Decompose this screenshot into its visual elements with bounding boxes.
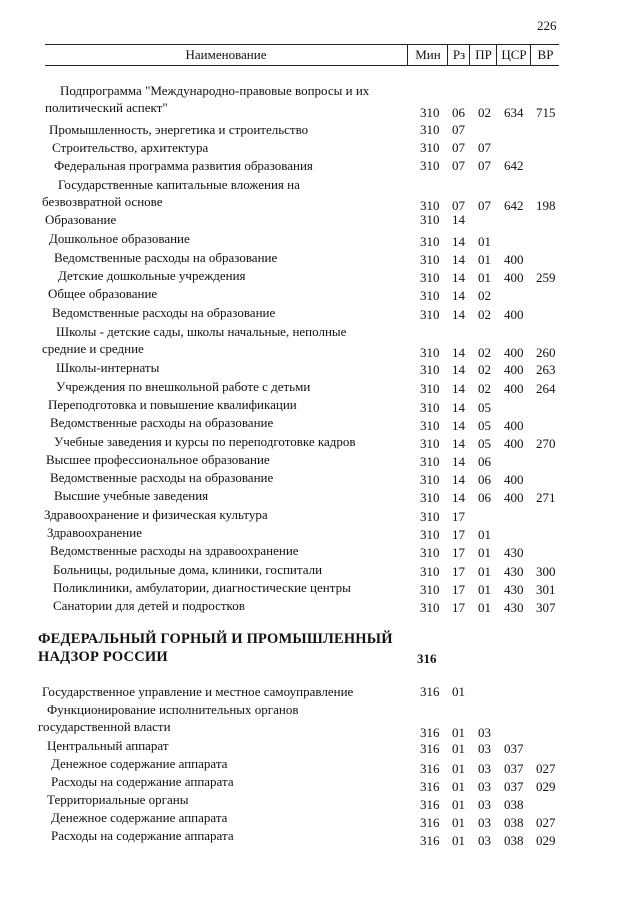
code-rz: 14 (452, 381, 465, 396)
section-title-line: НАДЗОР РОССИИ (38, 649, 168, 665)
code-rz: 17 (452, 545, 465, 560)
code-min: 310 (420, 381, 440, 396)
code-vr: 270 (536, 436, 556, 451)
code-csr: 400 (504, 252, 524, 267)
code-csr: 400 (504, 381, 524, 396)
code-rz: 14 (452, 307, 465, 322)
code-min: 316 (420, 779, 440, 794)
code-csr: 634 (504, 105, 524, 120)
code-rz: 07 (452, 198, 465, 213)
row-codes (0, 599, 640, 617)
code-csr: 400 (504, 436, 524, 451)
code-rz: 14 (452, 490, 465, 505)
code-vr: 260 (536, 345, 556, 360)
row-name: безвозвратной основе (42, 194, 163, 209)
code-csr: 400 (504, 472, 524, 487)
code-rz: 17 (452, 600, 465, 615)
code-rz: 14 (452, 252, 465, 267)
row-name: Государственное управление и местное самоуправление (42, 684, 354, 699)
row-name: Здравоохранение (47, 525, 142, 540)
code-min: 316 (420, 833, 440, 848)
code-min: 310 (420, 198, 440, 213)
code-rz: 06 (452, 105, 465, 120)
code-vr: 715 (536, 105, 556, 120)
code-rz: 14 (452, 362, 465, 377)
code-pr: 07 (478, 198, 491, 213)
code-min: 310 (420, 252, 440, 267)
code-rz: 01 (452, 833, 465, 848)
code-pr: 03 (478, 779, 491, 794)
row-codes (0, 287, 640, 305)
header-name: Наименование (185, 47, 267, 62)
code-pr: 07 (478, 158, 491, 173)
code-csr: 038 (504, 797, 524, 812)
code-pr: 02 (478, 288, 491, 303)
row-name: Расходы на содержание аппарата (51, 828, 234, 843)
code-vr: 301 (536, 582, 556, 597)
row-codes (0, 306, 640, 324)
row-codes (0, 489, 640, 507)
row-codes (0, 121, 640, 139)
code-csr: 037 (504, 761, 524, 776)
row-name: Школы-интернаты (56, 360, 160, 375)
row-name: Учебные заведения и курсы по переподготовке кадров (54, 434, 356, 449)
code-min: 310 (420, 234, 440, 249)
row-name: Денежное содержание аппарата (51, 756, 228, 771)
code-min: 310 (420, 564, 440, 579)
code-csr: 400 (504, 490, 524, 505)
row-name-line (0, 82, 640, 100)
row-codes (0, 211, 640, 229)
code-min: 310 (420, 307, 440, 322)
code-pr: 03 (478, 761, 491, 776)
code-rz: 01 (452, 815, 465, 830)
section-title (38, 630, 393, 666)
row-codes (0, 139, 640, 157)
code-pr: 07 (478, 140, 491, 155)
row-name: Детские дошкольные учреждения (58, 268, 246, 283)
code-rz: 17 (452, 509, 465, 524)
code-pr: 05 (478, 400, 491, 415)
row-codes (0, 683, 640, 701)
row-name: Ведомственные расходы на здравоохранение (50, 543, 299, 558)
code-csr: 400 (504, 345, 524, 360)
row-name: Высшее профессиональное образование (46, 452, 270, 467)
code-vr: 198 (536, 198, 556, 213)
header-csr: ЦСР (496, 45, 531, 65)
row-name-line (0, 176, 640, 194)
code-min: 310 (420, 472, 440, 487)
code-min: 310 (420, 345, 440, 360)
code-min: 316 (420, 741, 440, 756)
row-name: Ведомственные расходы на образование (50, 470, 274, 485)
code-rz: 01 (452, 779, 465, 794)
code-csr: 400 (504, 270, 524, 285)
row-codes (0, 157, 640, 175)
code-min: 310 (420, 105, 440, 120)
row-codes (0, 361, 640, 379)
code-pr: 02 (478, 307, 491, 322)
code-pr: 05 (478, 418, 491, 433)
code-pr: 02 (478, 345, 491, 360)
code-pr: 03 (478, 741, 491, 756)
row-name: государственной власти (38, 719, 171, 734)
code-csr: 037 (504, 741, 524, 756)
code-pr: 01 (478, 527, 491, 542)
code-csr: 430 (504, 545, 524, 560)
code-vr: 271 (536, 490, 556, 505)
code-min: 310 (420, 418, 440, 433)
code-min: 316 (420, 797, 440, 812)
code-rz: 01 (452, 761, 465, 776)
code-pr: 06 (478, 454, 491, 469)
code-min: 310 (420, 490, 440, 505)
header-pr: ПР (469, 45, 497, 65)
code-rz: 01 (452, 741, 465, 756)
code-pr: 02 (478, 362, 491, 377)
row-name: средние и средние (42, 341, 144, 356)
row-name: Ведомственные расходы на образование (52, 305, 276, 320)
code-rz: 01 (452, 725, 465, 740)
code-min: 310 (420, 582, 440, 597)
row-name-line (0, 701, 640, 719)
code-rz: 01 (452, 797, 465, 812)
code-min: 310 (420, 362, 440, 377)
code-min: 310 (420, 158, 440, 173)
row-codes (0, 544, 640, 562)
row-codes (0, 104, 640, 122)
row-name: Государственные капитальные вложения на (58, 177, 300, 192)
row-name: Санатории для детей и подростков (53, 598, 245, 613)
row-name: Расходы на содержание аппарата (51, 774, 234, 789)
code-min: 316 (420, 684, 440, 699)
code-min: 310 (420, 288, 440, 303)
code-vr: 259 (536, 270, 556, 285)
row-name: Подпрограмма "Международно-правовые вопросы и их (60, 83, 370, 98)
code-rz: 14 (452, 212, 465, 227)
code-min: 316 (420, 725, 440, 740)
code-rz: 14 (452, 400, 465, 415)
row-name: Ведомственные расходы на образование (50, 415, 274, 430)
code-pr: 01 (478, 582, 491, 597)
row-name: Центральный аппарат (47, 738, 169, 753)
code-rz: 17 (452, 582, 465, 597)
code-min: 310 (420, 454, 440, 469)
code-csr: 430 (504, 582, 524, 597)
code-min: 310 (420, 600, 440, 615)
code-vr: 263 (536, 362, 556, 377)
code-min: 310 (420, 122, 440, 137)
row-name: Строительство, архитектура (52, 140, 209, 155)
code-rz: 14 (452, 270, 465, 285)
row-name: Здравоохранение и физическая культура (44, 507, 268, 522)
row-name: Образование (45, 212, 117, 227)
row-name: Промышленность, энергетика и строительство (49, 122, 309, 137)
row-name: Учреждения по внешкольной работе с детьми (56, 379, 311, 394)
code-min: 310 (420, 270, 440, 285)
code-min: 310 (420, 212, 440, 227)
row-name-line (0, 323, 640, 341)
code-rz: 14 (452, 418, 465, 433)
code-rz: 17 (452, 564, 465, 579)
code-pr: 02 (478, 381, 491, 396)
header-rz: Рз (447, 45, 470, 65)
row-codes (0, 832, 640, 850)
code-vr: 027 (536, 815, 556, 830)
code-min: 316 (420, 815, 440, 830)
section-code: 316 (417, 651, 437, 666)
code-pr: 06 (478, 490, 491, 505)
code-min: 310 (420, 527, 440, 542)
code-pr: 01 (478, 270, 491, 285)
code-rz: 14 (452, 345, 465, 360)
code-rz: 17 (452, 527, 465, 542)
code-csr: 400 (504, 362, 524, 377)
code-pr: 01 (478, 234, 491, 249)
table-header (45, 44, 559, 66)
code-vr: 029 (536, 833, 556, 848)
row-name: Ведомственные расходы на образование (54, 250, 278, 265)
row-name: Школы - детские сады, школы начальные, неполные (56, 324, 347, 339)
section-title-line: ФЕДЕРАЛЬНЫЙ ГОРНЫЙ И ПРОМЫШЛЕННЫЙ (38, 631, 393, 647)
code-min: 310 (420, 509, 440, 524)
header-vr: ВР (530, 45, 560, 65)
row-name: Общее образование (48, 286, 158, 301)
code-csr: 430 (504, 564, 524, 579)
code-rz: 07 (452, 140, 465, 155)
code-min: 310 (420, 545, 440, 560)
code-rz: 07 (452, 158, 465, 173)
row-name: Высшие учебные заведения (54, 488, 209, 503)
row-name: Дошкольное образование (49, 231, 190, 246)
code-csr: 430 (504, 600, 524, 615)
code-pr: 01 (478, 252, 491, 267)
code-rz: 14 (452, 234, 465, 249)
code-pr: 03 (478, 797, 491, 812)
code-pr: 01 (478, 564, 491, 579)
page-number: 226 (537, 18, 557, 33)
code-pr: 02 (478, 105, 491, 120)
code-rz: 07 (452, 122, 465, 137)
code-pr: 01 (478, 545, 491, 560)
row-name: Переподготовка и повышение квалификации (48, 397, 297, 412)
code-pr: 01 (478, 600, 491, 615)
row-name: Больницы, родильные дома, клиники, госпитали (53, 562, 323, 577)
code-vr: 027 (536, 761, 556, 776)
code-vr: 029 (536, 779, 556, 794)
code-csr: 038 (504, 815, 524, 830)
row-name: политический аспект" (45, 100, 168, 115)
code-csr: 038 (504, 833, 524, 848)
code-vr: 300 (536, 564, 556, 579)
code-pr: 06 (478, 472, 491, 487)
row-name: Территориальные органы (47, 792, 189, 807)
code-pr: 03 (478, 815, 491, 830)
code-vr: 307 (536, 600, 556, 615)
code-rz: 14 (452, 288, 465, 303)
code-csr: 400 (504, 418, 524, 433)
header-min: Мин (407, 45, 448, 65)
row-name: Федеральная программа развития образования (54, 158, 313, 173)
code-rz: 14 (452, 436, 465, 451)
code-min: 310 (420, 140, 440, 155)
code-rz: 14 (452, 472, 465, 487)
code-csr: 642 (504, 198, 524, 213)
code-csr: 037 (504, 779, 524, 794)
code-vr: 264 (536, 381, 556, 396)
row-name: Функционирование исполнительных органов (47, 702, 299, 717)
code-pr: 05 (478, 436, 491, 451)
code-pr: 03 (478, 833, 491, 848)
code-rz: 14 (452, 454, 465, 469)
code-pr: 03 (478, 725, 491, 740)
code-rz: 01 (452, 684, 465, 699)
code-min: 310 (420, 436, 440, 451)
code-min: 310 (420, 400, 440, 415)
row-name: Поликлиники, амбулатории, диагностические центры (53, 580, 351, 595)
row-name: Денежное содержание аппарата (51, 810, 228, 825)
code-csr: 642 (504, 158, 524, 173)
code-min: 316 (420, 761, 440, 776)
code-csr: 400 (504, 307, 524, 322)
